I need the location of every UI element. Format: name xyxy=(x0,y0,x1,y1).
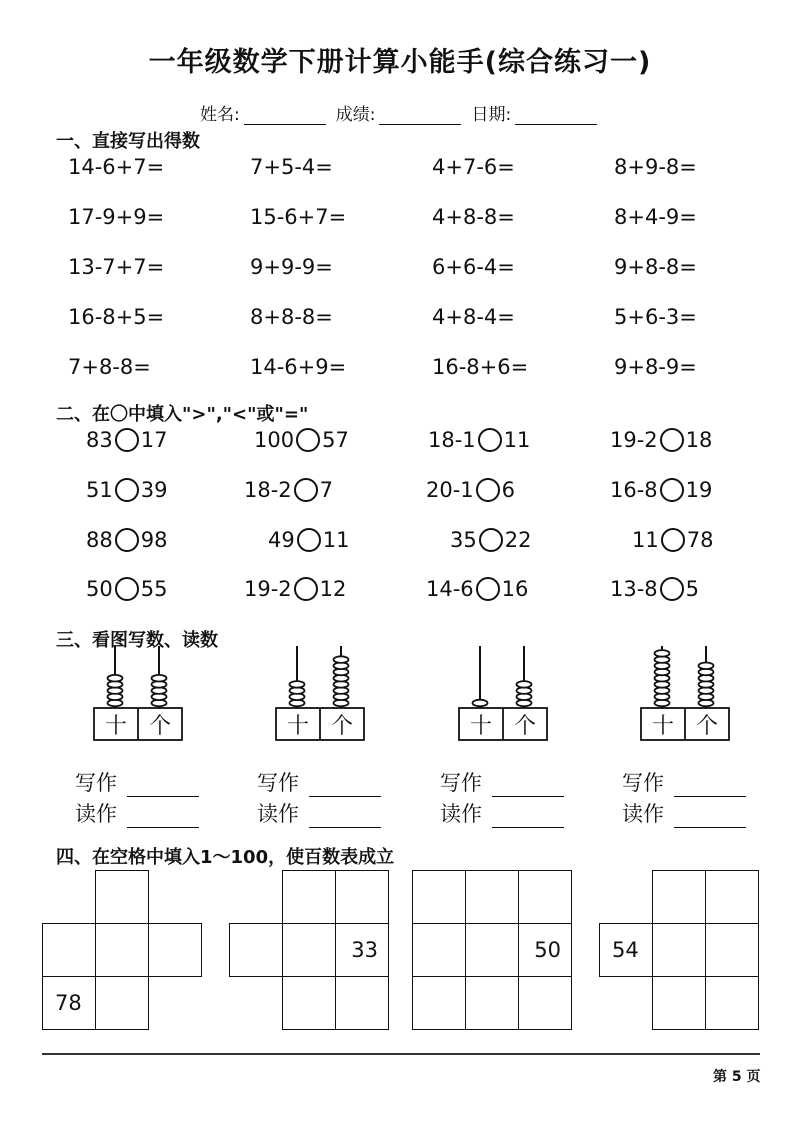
equation: 6+6-4= xyxy=(432,255,515,279)
comparison-item xyxy=(86,478,167,502)
left-operand: 20-1 xyxy=(426,478,474,502)
abacus-bead xyxy=(517,681,532,688)
blank-cell[interactable] xyxy=(282,923,336,977)
answer-circle[interactable] xyxy=(476,577,500,601)
blank-cell[interactable] xyxy=(95,923,149,977)
right-operand: 57 xyxy=(322,428,349,452)
blank-cell[interactable] xyxy=(518,870,572,924)
equation: 16-8+6= xyxy=(432,355,529,379)
right-operand: 22 xyxy=(504,528,532,552)
student-info xyxy=(200,100,607,125)
answer-circle[interactable] xyxy=(297,528,321,552)
abacus-bead xyxy=(108,675,123,682)
equation: 9+9-9= xyxy=(250,255,333,279)
write-answer-blank[interactable] xyxy=(674,776,746,797)
write-answer-label: 写作 xyxy=(257,771,299,795)
write-answer xyxy=(75,767,199,797)
answer-circle[interactable] xyxy=(661,528,685,552)
equation: 7+8-8= xyxy=(68,355,151,379)
tens-label: 十 xyxy=(286,714,310,739)
given-number-cell: 54 xyxy=(599,923,653,977)
answer-circle[interactable] xyxy=(115,577,139,601)
left-operand: 18-2 xyxy=(244,478,292,502)
answer-circle[interactable] xyxy=(296,428,320,452)
left-operand: 19-2 xyxy=(244,577,292,601)
abacus xyxy=(640,644,732,744)
answer-circle[interactable] xyxy=(660,478,684,502)
write-answer-blank[interactable] xyxy=(492,776,564,797)
equation: 8+4-9= xyxy=(614,205,697,229)
comparison-item xyxy=(632,528,713,552)
section4-heading: 四、在空格中填入1～100，使百数表成立 xyxy=(56,847,395,868)
tens-label: 十 xyxy=(469,714,493,739)
equation: 8+9-8= xyxy=(614,155,697,179)
blank-cell[interactable] xyxy=(705,870,759,924)
abacus-bead xyxy=(699,663,714,670)
blank-cell[interactable] xyxy=(95,870,149,924)
left-operand: 88 xyxy=(86,528,113,552)
read-answer xyxy=(622,798,746,828)
blank-cell[interactable] xyxy=(652,923,706,977)
right-operand: 16 xyxy=(501,577,529,601)
blank-cell[interactable] xyxy=(148,923,202,977)
comparison-item xyxy=(428,428,530,452)
comparison-item xyxy=(426,478,515,502)
blank-cell[interactable] xyxy=(95,976,149,1030)
answer-circle[interactable] xyxy=(476,478,500,502)
abacus xyxy=(458,644,550,744)
blank-cell[interactable] xyxy=(705,923,759,977)
comparison-item xyxy=(86,528,167,552)
abacus-bead xyxy=(655,650,670,657)
read-answer xyxy=(75,798,199,828)
section3-heading: 三、看图写数、读数 xyxy=(56,630,218,651)
blank-cell[interactable] xyxy=(465,870,519,924)
left-operand: 13-8 xyxy=(610,577,658,601)
right-operand: 18 xyxy=(685,428,713,452)
comparison-item xyxy=(610,577,699,601)
answer-circle[interactable] xyxy=(294,577,318,601)
score-label: 成绩: xyxy=(335,105,376,125)
read-answer-label: 读作 xyxy=(257,802,299,826)
abacus-bead xyxy=(290,681,305,688)
answer-circle[interactable] xyxy=(479,528,503,552)
left-operand: 18-1 xyxy=(428,428,476,452)
blank-cell[interactable] xyxy=(229,923,283,977)
left-operand: 49 xyxy=(268,528,295,552)
equation: 14-6+9= xyxy=(250,355,347,379)
answer-circle[interactable] xyxy=(660,428,684,452)
left-operand: 50 xyxy=(86,577,113,601)
right-operand: 7 xyxy=(319,478,334,502)
left-operand: 51 xyxy=(86,478,113,502)
page-title: 一年级数学下册计算小能手(综合练习一) xyxy=(148,47,652,78)
comparison-item xyxy=(244,577,346,601)
abacus-bead xyxy=(152,675,167,682)
right-operand: 12 xyxy=(319,577,347,601)
blank-cell[interactable] xyxy=(282,976,336,1030)
left-operand: 83 xyxy=(86,428,113,452)
equation: 4+8-4= xyxy=(432,305,515,329)
right-operand: 98 xyxy=(140,528,168,552)
tens-label: 十 xyxy=(104,714,128,739)
right-operand: 17 xyxy=(140,428,168,452)
comparison-item xyxy=(426,577,528,601)
date-blank[interactable] xyxy=(515,106,597,125)
read-answer-blank[interactable] xyxy=(674,807,746,828)
blank-cell[interactable] xyxy=(652,870,706,924)
comparison-item xyxy=(86,428,167,452)
blank-cell[interactable] xyxy=(412,923,466,977)
write-answer-blank[interactable] xyxy=(127,776,199,797)
comparison-item xyxy=(610,428,712,452)
name-label: 姓名: xyxy=(200,105,240,125)
right-operand: 11 xyxy=(503,428,531,452)
comparison-item xyxy=(268,528,349,552)
given-number-cell: 78 xyxy=(42,976,96,1030)
right-operand: 6 xyxy=(501,478,516,502)
blank-cell[interactable] xyxy=(335,976,389,1030)
write-answer-blank[interactable] xyxy=(309,776,381,797)
blank-cell[interactable] xyxy=(412,870,466,924)
equation: 4+7-6= xyxy=(432,155,515,179)
read-answer-blank[interactable] xyxy=(309,807,381,828)
left-operand: 11 xyxy=(632,528,659,552)
blank-cell[interactable] xyxy=(42,923,96,977)
blank-cell[interactable] xyxy=(518,976,572,1030)
read-answer xyxy=(257,798,381,828)
equation: 8+8-8= xyxy=(250,305,333,329)
equation: 9+8-8= xyxy=(614,255,697,279)
right-operand: 39 xyxy=(140,478,168,502)
ones-label: 个 xyxy=(148,714,172,739)
equation: 4+8-8= xyxy=(432,205,515,229)
equation: 16-8+5= xyxy=(68,305,165,329)
left-operand: 19-2 xyxy=(610,428,658,452)
right-operand: 19 xyxy=(685,478,713,502)
answer-circle[interactable] xyxy=(115,528,139,552)
right-operand: 55 xyxy=(140,577,168,601)
ones-label: 个 xyxy=(330,714,354,739)
right-operand: 5 xyxy=(685,577,700,601)
blank-cell[interactable] xyxy=(335,870,389,924)
blank-cell[interactable] xyxy=(465,923,519,977)
answer-circle[interactable] xyxy=(115,478,139,502)
blank-cell[interactable] xyxy=(412,976,466,1030)
answer-circle[interactable] xyxy=(294,478,318,502)
equation: 14-6+7= xyxy=(68,155,165,179)
abacus xyxy=(275,644,367,744)
name-blank[interactable] xyxy=(244,106,326,125)
comparison-item xyxy=(254,428,349,452)
left-operand: 100 xyxy=(254,428,295,452)
write-answer xyxy=(622,767,746,797)
section2-heading: 二、在〇中填入">","<"或"=" xyxy=(56,404,309,425)
comparison-item xyxy=(450,528,531,552)
page-number: 第 5 页 xyxy=(713,1069,761,1085)
write-answer-label: 写作 xyxy=(622,771,664,795)
equation: 7+5-4= xyxy=(250,155,333,179)
answer-circle[interactable] xyxy=(660,577,684,601)
read-answer-blank[interactable] xyxy=(127,807,199,828)
section1-heading: 一、直接写出得数 xyxy=(56,131,200,152)
equation: 9+8-9= xyxy=(614,355,697,379)
read-answer xyxy=(440,798,564,828)
equation: 5+6-3= xyxy=(614,305,697,329)
given-number-cell: 50 xyxy=(518,923,572,977)
read-answer-label: 读作 xyxy=(75,802,117,826)
comparison-item xyxy=(244,478,333,502)
write-answer-label: 写作 xyxy=(75,771,117,795)
equation: 13-7+7= xyxy=(68,255,165,279)
right-operand: 78 xyxy=(686,528,714,552)
answer-circle[interactable] xyxy=(478,428,502,452)
footer-divider xyxy=(42,1053,760,1055)
score-blank[interactable] xyxy=(379,106,461,125)
blank-cell[interactable] xyxy=(652,976,706,1030)
tens-label: 十 xyxy=(651,714,675,739)
right-operand: 11 xyxy=(322,528,350,552)
given-number-cell: 33 xyxy=(335,923,389,977)
blank-cell[interactable] xyxy=(705,976,759,1030)
abacus-bead xyxy=(473,700,488,707)
equation: 17-9+9= xyxy=(68,205,165,229)
comparison-item xyxy=(610,478,712,502)
ones-label: 个 xyxy=(513,714,537,739)
left-operand: 35 xyxy=(450,528,477,552)
abacus-bead xyxy=(334,656,349,663)
equation: 15-6+7= xyxy=(250,205,347,229)
left-operand: 14-6 xyxy=(426,577,474,601)
read-answer-label: 读作 xyxy=(440,802,482,826)
blank-cell[interactable] xyxy=(282,870,336,924)
abacus xyxy=(93,644,185,744)
write-answer xyxy=(440,767,564,797)
write-answer xyxy=(257,767,381,797)
blank-cell[interactable] xyxy=(465,976,519,1030)
read-answer-label: 读作 xyxy=(622,802,664,826)
answer-circle[interactable] xyxy=(115,428,139,452)
comparison-item xyxy=(86,577,167,601)
write-answer-label: 写作 xyxy=(440,771,482,795)
ones-label: 个 xyxy=(695,714,719,739)
date-label: 日期: xyxy=(471,105,512,125)
left-operand: 16-8 xyxy=(610,478,658,502)
read-answer-blank[interactable] xyxy=(492,807,564,828)
